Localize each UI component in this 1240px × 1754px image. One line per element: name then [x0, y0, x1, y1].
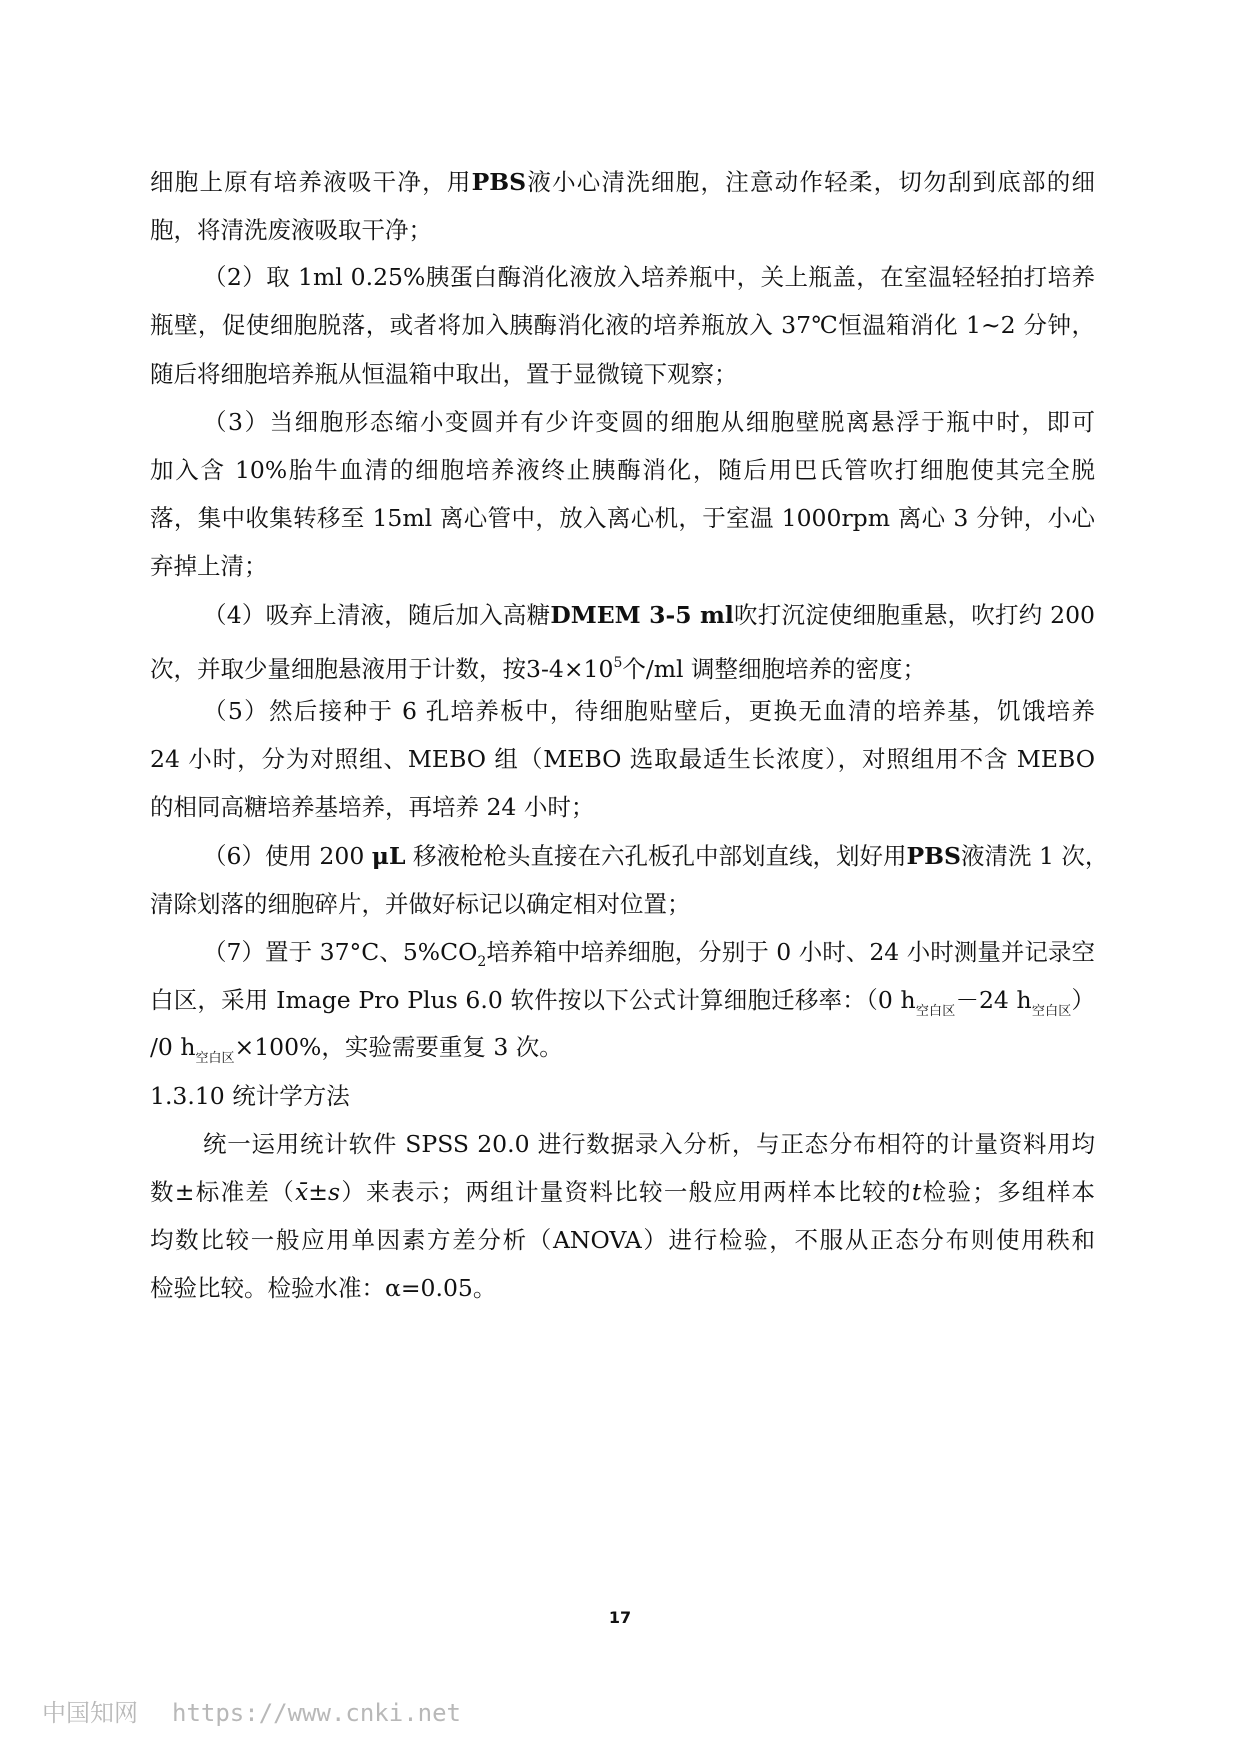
subscript: 空白区	[915, 1004, 956, 1019]
step-4-line-1	[203, 600, 1095, 630]
step-2-line-3: 随后将细胞培养瓶从恒温箱中取出，置于显微镜下观察；	[150, 360, 738, 388]
step-4-line-2	[150, 648, 926, 684]
step-7-line-2	[150, 985, 1095, 1027]
watermark-url: https://www.cnki.net	[172, 1699, 461, 1727]
step-3-line-4: 弃掉上清；	[150, 552, 268, 580]
step-5-line-1: （5）然后接种于 6 孔培养板中，待细胞贴壁后，更换无血清的培养基，饥饿培养	[203, 697, 1095, 725]
step-3-line-1: （3）当细胞形态缩小变圆并有少许变圆的细胞从细胞壁脱离悬浮于瓶中时，即可	[203, 408, 1095, 436]
cnki-watermark	[42, 1693, 461, 1728]
statistics-line-2	[150, 1177, 1095, 1207]
math-symbol: t	[911, 1178, 922, 1206]
watermark-site-name: 中国知网	[42, 1699, 138, 1727]
text-run-bold: μL	[371, 842, 406, 870]
text-run-bold: DMEM 3-5 ml	[550, 601, 734, 629]
text-run-bold: PBS	[471, 168, 527, 196]
step-5-line-3: 的相同高糖培养基培养，再培养 24 小时；	[150, 793, 595, 821]
superscript: 5	[613, 655, 623, 671]
text-run: （4）吸弃上清液，随后加入高糖	[203, 601, 551, 629]
step-7-line-1	[203, 937, 1095, 977]
text-run: 3-4×10	[526, 655, 614, 683]
text-run: 次，并取少量细胞悬液用于计数，按	[150, 655, 526, 683]
text-run: 液清洗 1 次，	[960, 842, 1109, 870]
step-5-line-2: 24 小时，分为对照组、MEBO 组（MEBO 选取最适生长浓度），对照组用不含 MEBO	[150, 745, 1095, 773]
statistics-line-4: 检验比较。检验水准：α=0.05。	[150, 1274, 497, 1302]
text-run: 细胞上原有培养液吸干净，用	[150, 168, 472, 196]
text-run: 个/ml 调整细胞培养的密度；	[622, 655, 927, 683]
section-heading: 1.3.10 统计学方法	[150, 1082, 350, 1110]
paragraph-1-line-2: 胞，将清洗废液吸取干净；	[150, 216, 432, 244]
subscript: 空白区	[1031, 1004, 1072, 1019]
text-run: ）	[1071, 986, 1095, 1014]
page-number: 17	[608, 1608, 632, 1627]
text-run-bold: PBS	[906, 842, 961, 870]
text-run: 检验；多组样本	[921, 1178, 1096, 1206]
step-6-line-2: 清除划落的细胞碎片，并做好标记以确定相对位置；	[150, 890, 691, 918]
text-run: ）来表示；两组计量资料比较一般应用两样本比较的	[340, 1178, 912, 1206]
step-3-line-2: 加入含 10%胎牛血清的细胞培养液终止胰酶消化，随后用巴氏管吹打细胞使其完全脱	[150, 456, 1095, 484]
math-symbol: x̄±s	[295, 1178, 341, 1206]
paragraph-1-line-1	[150, 167, 1095, 197]
subscript: 2	[477, 954, 487, 970]
step-3-line-3: 落，集中收集转移至 15ml 离心管中，放入离心机，于室温 1000rpm 离心 3 分钟，小心	[150, 504, 1095, 532]
text-run: 吹打沉淀使细胞重悬，吹打约 200	[733, 601, 1096, 629]
text-run: /0 h	[150, 1033, 196, 1061]
step-2-line-1: （2）取 1ml 0.25%胰蛋白酶消化液放入培养瓶中，关上瓶盖，在室温轻轻拍打培养	[203, 263, 1095, 291]
statistics-line-3: 均数比较一般应用单因素方差分析（ANOVA）进行检验，不服从正态分布则使用秩和	[150, 1226, 1095, 1254]
text-run: （6）使用 200	[203, 842, 372, 870]
text-run: 移液枪枪头直接在六孔板孔中部划直线，划好用	[405, 842, 907, 870]
text-run: 白区，采用 Image Pro Plus 6.0 软件按以下公式计算细胞迁移率：（0 h	[150, 986, 916, 1014]
text-run: －24 h	[955, 986, 1032, 1014]
text-run: 液小心清洗细胞，注意动作轻柔，切勿刮到底部的细	[526, 168, 1096, 196]
statistics-line-1: 统一运用统计软件 SPSS 20.0 进行数据录入分析，与正态分布相符的计量资料用均	[203, 1130, 1095, 1158]
step-7-line-3	[150, 1032, 563, 1074]
step-6-line-1	[203, 841, 1109, 871]
text-run: ×100%，实验需要重复 3 次。	[234, 1033, 563, 1061]
step-2-line-2: 瓶壁，促使细胞脱落，或者将加入胰酶消化液的培养瓶放入 37℃恒温箱消化 1~2 分钟，	[150, 311, 1095, 339]
text-run: 数±标准差（	[150, 1178, 296, 1206]
subscript: 空白区	[195, 1051, 235, 1066]
text-run: 培养箱中培养细胞，分别于 0 小时、24 小时测量并记录空	[486, 938, 1095, 966]
text-run: （7）置于 37°C、5%CO	[203, 938, 478, 966]
